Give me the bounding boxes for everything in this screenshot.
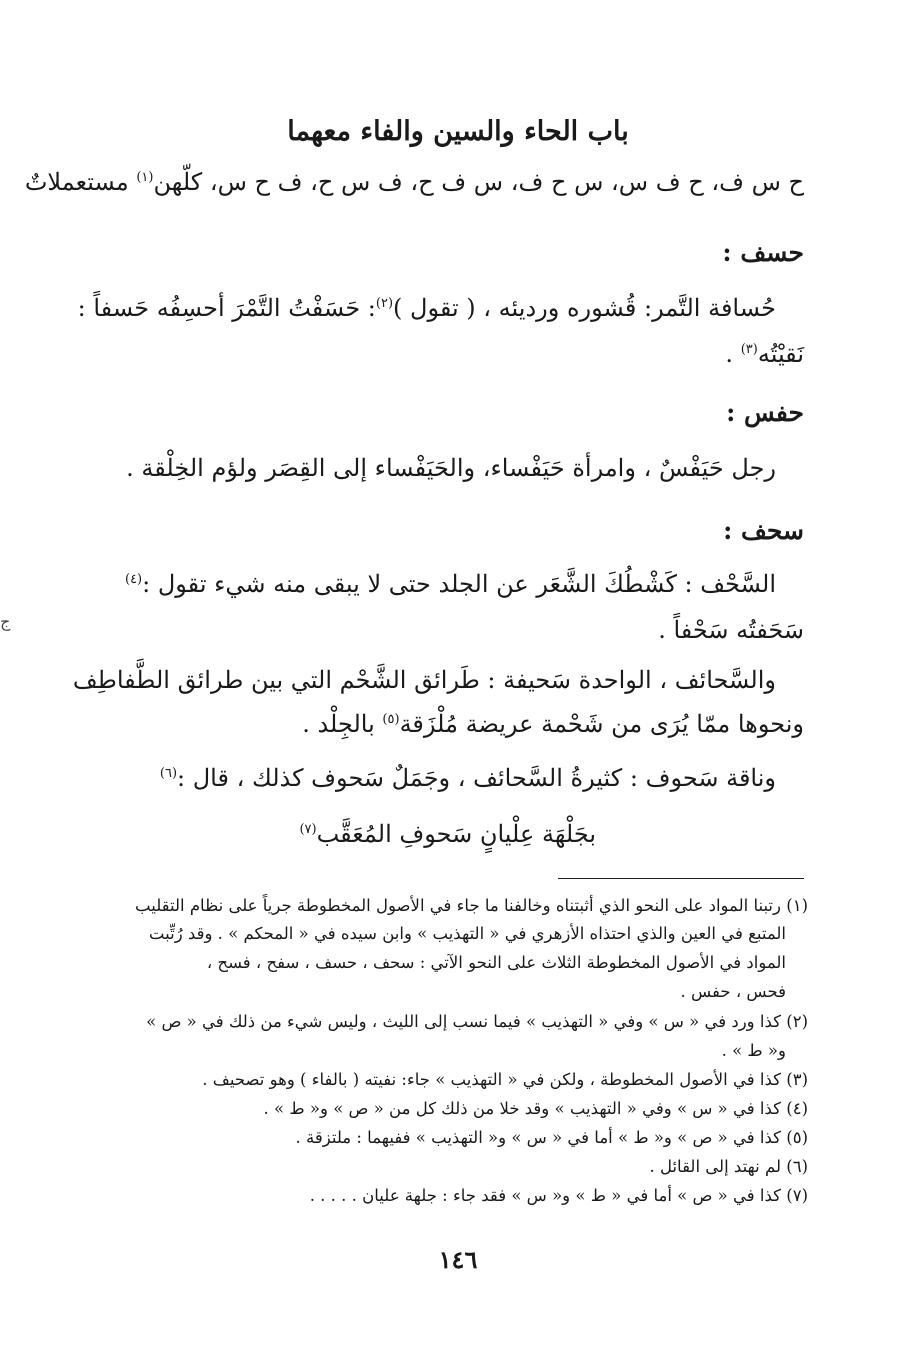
entry-text: حُسافة التَّمر: قُشوره ورديئه ، ( تقول ) (393, 294, 776, 322)
entry-hasf-line1 (78, 294, 776, 322)
footnote-ref: (١) (136, 170, 154, 185)
footnote-1-line1: (١) رتبنا المواد على النحو الذي أثبتناه وخالفنا ما جاء في الأصول المخطوطة جرياً على نظام التقليب (135, 896, 808, 915)
poetry-verse (299, 820, 596, 848)
entry-text: . (725, 340, 741, 368)
footnote-1-line3: المواد في الأصول المخطوطة الثلاث على النحو الآتي : سحف ، حسف ، سفح ، فسح ، (206, 953, 786, 972)
entry-sahf-p1-line1 (125, 570, 776, 598)
footnote-ref: (٤) (124, 572, 143, 587)
entry-text: ونحوها ممّا يُرَى من شَحْمة عريضة مُلْزَقة (399, 710, 804, 738)
margin-mark: ج (0, 612, 11, 631)
footnote-2-line2: و« ط » . (721, 1041, 786, 1060)
footnote-6: (٦) لم نهتد إلى القائل . (649, 1157, 808, 1176)
page-number: ١٤٦ (438, 1245, 478, 1274)
entry-text: السَّحْف : كَشْطُكَ الشَّعَر عن الجلد حتى لا يبقى منه شيء تقول : (142, 570, 776, 598)
footnote-5: (٥) كذا في « ص » و« ط » أما في « س » و« التهذيب » ففيهما : ملتزقة . (295, 1128, 808, 1147)
entry-heading-hasf: حسف : (722, 238, 804, 267)
entry-sahf-p2-line1: والسَّحائف ، الواحدة سَحيفة : طَرائق الشَّحْم التي بين طرائق الطَّفاطِف (72, 666, 776, 694)
entry-heading-hafs: حفس : (726, 398, 804, 427)
entry-sahf-p2-line2 (302, 710, 804, 738)
entry-hasf-line2 (725, 340, 804, 368)
footnote-ref: (٥) (382, 712, 400, 727)
footnote-2-line1: (٢) كذا ورد في « س » وفي « التهذيب » فيما نسب إلى الليث ، وليس شيء من ذلك في « ص » (146, 1012, 808, 1031)
footnote-1-line2: المتبع في العين والذي احتذاه الأزهري في « التهذيب » وابن سيده في « المحكم » . وقد رُتِّبت (148, 924, 786, 943)
footnote-3: (٣) كذا في الأصول المخطوطة ، ولكن في « التهذيب » جاء: نفيته ( بالفاء ) وهو تصحيف . (202, 1070, 808, 1089)
entry-sahf-p1-line2: سَحَفتُه سَحْفاً . (658, 616, 804, 644)
entry-text: وناقة سَحوف : كثيرةُ السَّحائف ، وجَمَلٌ سَحوف كذلك ، قال : (177, 764, 776, 792)
entry-text: : حَسَفْتُ التَّمْرَ أحسِفُه حَسفاً : (77, 294, 376, 322)
intro-line (25, 168, 804, 196)
entry-text: نَقيْتُه (757, 340, 804, 368)
footnote-1-line4: فحس ، حفس . (680, 982, 786, 1001)
intro-tail: مستعملاتٌ (24, 168, 137, 196)
entry-hafs-line1: رجل حَيَفْسٌ ، وامرأة حَيَفْساء، والحَيَفْساء إلى القِصَر ولؤم الخِلْقة . (126, 454, 776, 482)
footnote-separator (558, 878, 804, 879)
footnote-ref: (٧) (299, 822, 317, 837)
footnote-ref: (٦) (159, 766, 178, 781)
chapter-title: باب الحاء والسين والفاء معهما (287, 116, 629, 147)
intro-text: ح س ف، ح ف س، س ح ف، س ف ح، ف س ح، ف ح س، كلّهن (153, 168, 804, 196)
entry-text: بالجِلْد . (302, 710, 383, 738)
verse-text: بجَلْهَة عِلْيانٍ سَحوفِ المُعَقَّب (316, 820, 596, 848)
footnote-7: (٧) كذا في « ص » أما في « ط » و« س » فقد جاء : جلهة عليان . . . . . (309, 1186, 808, 1205)
entry-sahf-p3-line1 (160, 764, 776, 792)
footnote-ref: (٣) (740, 342, 758, 357)
footnote-ref: (٢) (375, 296, 394, 311)
footnote-4: (٤) كذا في « س » وفي « التهذيب » وقد خلا من ذلك كل من « ص » و« ط » . (263, 1099, 808, 1118)
entry-heading-sahf: سحف : (723, 516, 804, 545)
